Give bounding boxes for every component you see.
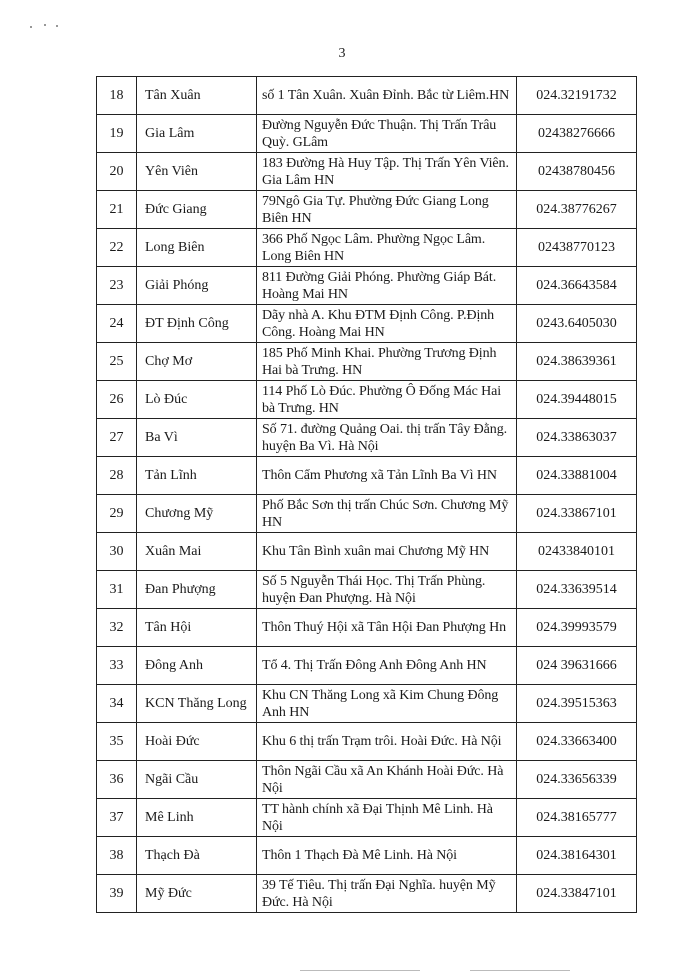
branch-name: Chợ Mơ bbox=[137, 343, 257, 381]
table-row bbox=[97, 533, 637, 571]
branch-phone: 024.33656339 bbox=[517, 761, 637, 799]
branch-address: TT hành chính xã Đại Thịnh Mê Linh. Hà Nội bbox=[257, 799, 517, 837]
table-row bbox=[97, 685, 637, 723]
branch-address: Thôn Thuý Hội xã Tân Hội Đan Phượng Hn bbox=[257, 609, 517, 647]
table-row bbox=[97, 609, 637, 647]
branch-name: Yên Viên bbox=[137, 153, 257, 191]
scan-edge-line bbox=[300, 970, 420, 971]
branch-phone: 024.36643584 bbox=[517, 267, 637, 305]
page-number: 3 bbox=[338, 46, 346, 61]
branch-address: 811 Đường Giải Phóng. Phường Giáp Bát. Hoàng Mai HN bbox=[257, 267, 517, 305]
table-row bbox=[97, 837, 637, 875]
branch-address: 114 Phố Lò Đúc. Phường Ô Đống Mác Hai bà Trưng. HN bbox=[257, 381, 517, 419]
row-number: 18 bbox=[97, 77, 137, 115]
branch-phone: 02433840101 bbox=[517, 533, 637, 571]
branch-name: Mỹ Đức bbox=[137, 875, 257, 913]
branch-phone: 024 39631666 bbox=[517, 647, 637, 685]
branch-name: Ba Vì bbox=[137, 419, 257, 457]
branch-name: Tân Hội bbox=[137, 609, 257, 647]
row-number: 21 bbox=[97, 191, 137, 229]
table-row bbox=[97, 457, 637, 495]
branch-address: 79Ngô Gia Tự. Phường Đức Giang Long Biên HN bbox=[257, 191, 517, 229]
row-number: 25 bbox=[97, 343, 137, 381]
branch-name: Thạch Đà bbox=[137, 837, 257, 875]
branch-address: 366 Phố Ngọc Lâm. Phường Ngọc Lâm. Long Biên HN bbox=[257, 229, 517, 267]
table-row bbox=[97, 381, 637, 419]
branch-phone: 024.33867101 bbox=[517, 495, 637, 533]
branch-phone: 024.38165777 bbox=[517, 799, 637, 837]
branch-phone: 024.38776267 bbox=[517, 191, 637, 229]
branch-address: Khu Tân Bình xuân mai Chương Mỹ HN bbox=[257, 533, 517, 571]
scan-specks bbox=[30, 22, 70, 36]
branch-table bbox=[96, 76, 637, 913]
table-row bbox=[97, 875, 637, 913]
row-number: 31 bbox=[97, 571, 137, 609]
table-row bbox=[97, 799, 637, 837]
branch-address: Thôn Ngãi Cầu xã An Khánh Hoài Đức. Hà Nội bbox=[257, 761, 517, 799]
branch-name: ĐT Định Công bbox=[137, 305, 257, 343]
row-number: 23 bbox=[97, 267, 137, 305]
row-number: 27 bbox=[97, 419, 137, 457]
branch-phone: 024.33863037 bbox=[517, 419, 637, 457]
table-row bbox=[97, 647, 637, 685]
branch-phone: 024.33847101 bbox=[517, 875, 637, 913]
branch-name: Giải Phóng bbox=[137, 267, 257, 305]
branch-phone: 024.33663400 bbox=[517, 723, 637, 761]
branch-name: Chương Mỹ bbox=[137, 495, 257, 533]
branch-name: Mê Linh bbox=[137, 799, 257, 837]
row-number: 30 bbox=[97, 533, 137, 571]
branch-address: Dãy nhà A. Khu ĐTM Định Công. P.Định Công. Hoàng Mai HN bbox=[257, 305, 517, 343]
branch-name: Đông Anh bbox=[137, 647, 257, 685]
table-row bbox=[97, 115, 637, 153]
branch-phone: 02438276666 bbox=[517, 115, 637, 153]
branch-name: KCN Thăng Long bbox=[137, 685, 257, 723]
branch-address: Số 71. đường Quảng Oai. thị trấn Tây Đằng. huyện Ba Vì. Hà Nội bbox=[257, 419, 517, 457]
table-row bbox=[97, 419, 637, 457]
table-row bbox=[97, 153, 637, 191]
table-row bbox=[97, 761, 637, 799]
row-number: 39 bbox=[97, 875, 137, 913]
scan-edge-line bbox=[470, 970, 570, 971]
row-number: 22 bbox=[97, 229, 137, 267]
branch-name: Tân Xuân bbox=[137, 77, 257, 115]
branch-name: Gia Lâm bbox=[137, 115, 257, 153]
table-row bbox=[97, 77, 637, 115]
row-number: 29 bbox=[97, 495, 137, 533]
branch-address: Thôn 1 Thạch Đà Mê Linh. Hà Nội bbox=[257, 837, 517, 875]
branch-phone: 02438770123 bbox=[517, 229, 637, 267]
branch-address: 39 Tế Tiêu. Thị trấn Đại Nghĩa. huyện Mỹ Đức. Hà Nội bbox=[257, 875, 517, 913]
branch-name: Long Biên bbox=[137, 229, 257, 267]
row-number: 33 bbox=[97, 647, 137, 685]
table-row bbox=[97, 191, 637, 229]
branch-phone: 024.39993579 bbox=[517, 609, 637, 647]
branch-name: Tản Lĩnh bbox=[137, 457, 257, 495]
row-number: 34 bbox=[97, 685, 137, 723]
row-number: 35 bbox=[97, 723, 137, 761]
table-row bbox=[97, 229, 637, 267]
branch-phone: 024.39515363 bbox=[517, 685, 637, 723]
branch-table-body bbox=[97, 77, 637, 913]
table-row bbox=[97, 723, 637, 761]
branch-address: số 1 Tân Xuân. Xuân Đỉnh. Bắc từ Liêm.HN bbox=[257, 77, 517, 115]
branch-address: Khu CN Thăng Long xã Kim Chung Đông Anh HN bbox=[257, 685, 517, 723]
branch-phone: 024.38164301 bbox=[517, 837, 637, 875]
branch-phone: 024.33881004 bbox=[517, 457, 637, 495]
branch-phone: 02438780456 bbox=[517, 153, 637, 191]
row-number: 19 bbox=[97, 115, 137, 153]
branch-address: Tổ 4. Thị Trấn Đông Anh Đông Anh HN bbox=[257, 647, 517, 685]
branch-phone: 024.39448015 bbox=[517, 381, 637, 419]
row-number: 28 bbox=[97, 457, 137, 495]
row-number: 32 bbox=[97, 609, 137, 647]
table-row bbox=[97, 495, 637, 533]
row-number: 37 bbox=[97, 799, 137, 837]
branch-name: Ngãi Cầu bbox=[137, 761, 257, 799]
branch-phone: 024.32191732 bbox=[517, 77, 637, 115]
branch-name: Xuân Mai bbox=[137, 533, 257, 571]
branch-address: Thôn Cẩm Phương xã Tản Lĩnh Ba Vì HN bbox=[257, 457, 517, 495]
branch-name: Hoài Đức bbox=[137, 723, 257, 761]
branch-address: 183 Đường Hà Huy Tập. Thị Trấn Yên Viên. Gia Lâm HN bbox=[257, 153, 517, 191]
branch-address: Đường Nguyễn Đức Thuận. Thị Trấn Trâu Quỳ. GLâm bbox=[257, 115, 517, 153]
branch-address: Khu 6 thị trấn Trạm trôi. Hoài Đức. Hà Nội bbox=[257, 723, 517, 761]
table-row bbox=[97, 343, 637, 381]
branch-phone: 024.38639361 bbox=[517, 343, 637, 381]
row-number: 20 bbox=[97, 153, 137, 191]
table-row bbox=[97, 571, 637, 609]
row-number: 38 bbox=[97, 837, 137, 875]
branch-name: Lò Đúc bbox=[137, 381, 257, 419]
table-row bbox=[97, 305, 637, 343]
row-number: 36 bbox=[97, 761, 137, 799]
row-number: 24 bbox=[97, 305, 137, 343]
branch-name: Đức Giang bbox=[137, 191, 257, 229]
branch-phone: 024.33639514 bbox=[517, 571, 637, 609]
branch-address: Phố Bắc Sơn thị trấn Chúc Sơn. Chương Mỹ HN bbox=[257, 495, 517, 533]
branch-phone: 0243.6405030 bbox=[517, 305, 637, 343]
branch-address: Số 5 Nguyễn Thái Học. Thị Trấn Phùng. huyện Đan Phượng. Hà Nội bbox=[257, 571, 517, 609]
branch-name: Đan Phượng bbox=[137, 571, 257, 609]
branch-address: 185 Phố Minh Khai. Phường Trương Định Hai bà Trưng. HN bbox=[257, 343, 517, 381]
table-row bbox=[97, 267, 637, 305]
row-number: 26 bbox=[97, 381, 137, 419]
